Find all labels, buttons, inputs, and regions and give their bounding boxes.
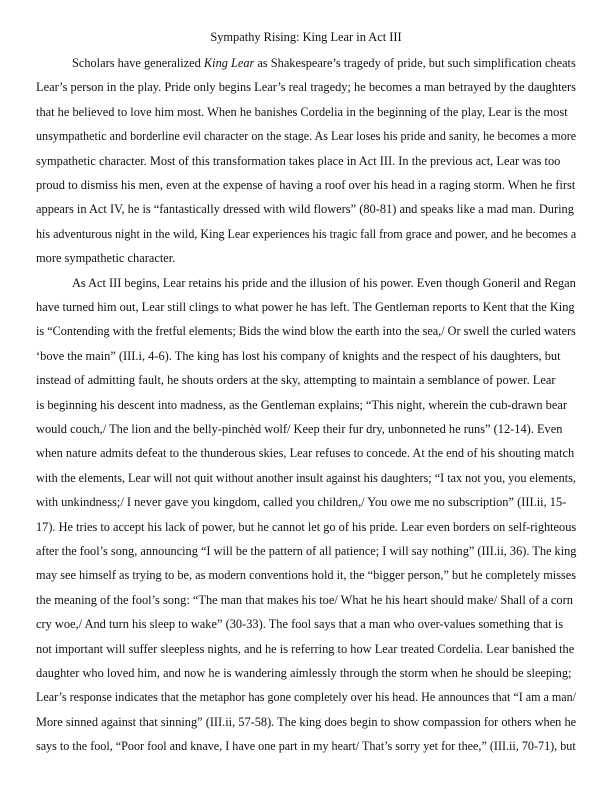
text-line bbox=[36, 348, 561, 364]
text-segment: proud to dismiss his men, even at the expense of having a roof over his head in a raging storm. When he first bbox=[36, 178, 576, 192]
text-segment: 17). He tries to accept his lack of power, but he cannot let go of his pride. Lear even borders on self-righteous bbox=[36, 519, 577, 534]
text-segment: Scholars have generalized bbox=[72, 56, 204, 70]
text-segment: ‘bove the main” (III.i, 4-6). The king has lost his company of knights and the respect of his daughters, but bbox=[36, 348, 561, 363]
text-segment: says to the fool, “Poor fool and knave, I have one part in my heart/ That’s sorry yet for thee,” (III.ii, 70-71), but bbox=[36, 739, 576, 754]
text-line bbox=[36, 177, 575, 193]
text-line bbox=[36, 543, 576, 559]
text-line bbox=[36, 445, 574, 461]
text-segment: with the elements, Lear will not quit without another insult against his daughters; “I tax not you, you elements, bbox=[36, 470, 576, 485]
essay-title: Sympathy Rising: King Lear in Act III bbox=[210, 30, 402, 44]
text-segment: would couch,/ The lion and the belly-pinchèd wolf/ Keep their fur dry, unbonneted he runs” (12-14). Even bbox=[36, 422, 563, 436]
text-line bbox=[36, 714, 576, 730]
text-segment: have turned him out, Lear still clings to what power he has left. The Gentleman reports to Kent that the King bbox=[36, 300, 575, 314]
italic-title: King Lear bbox=[203, 56, 255, 70]
text-line bbox=[36, 153, 560, 169]
text-line bbox=[36, 616, 563, 632]
text-line bbox=[36, 567, 576, 583]
text-line bbox=[36, 397, 567, 413]
text-line bbox=[72, 275, 576, 291]
text-line bbox=[72, 55, 576, 71]
text-segment: more sympathetic character. bbox=[36, 251, 176, 266]
text-segment: sympathetic character. Most of this transformation takes place in Act III. In the previous act, Lear was too bbox=[36, 153, 561, 168]
text-segment: after the fool’s song, announcing “I will be the pattern of all patience; I will say nothing” (III.ii, 36). The king bbox=[36, 544, 577, 558]
text-segment: As Act III begins, Lear retains his pride and the illusion of his power. Even though Goneril and Regan bbox=[72, 275, 576, 290]
text-line bbox=[36, 592, 573, 608]
text-line bbox=[36, 226, 576, 242]
text-line bbox=[36, 372, 555, 388]
text-line bbox=[36, 689, 576, 705]
text-line bbox=[36, 470, 576, 486]
text-segment: appears in Act IV, he is “fantastically dressed with wild flowers” (80-81) and speaks like a mad man. During bbox=[36, 202, 574, 217]
text-line bbox=[36, 201, 574, 217]
text-segment: that he believed to love him most. When he banishes Cordelia in the beginning of the play, Lear is the most bbox=[36, 104, 568, 119]
text-segment: with unkindness;/ I never gave you kingdom, called you children,/ You owe me no subscription” (III.ii, 15- bbox=[36, 495, 567, 510]
text-line bbox=[36, 104, 568, 120]
text-line bbox=[36, 738, 576, 754]
text-line bbox=[36, 323, 576, 339]
text-segment: may see himself as trying to be, as modern conventions hold it, the “bigger person,” but he completely misses bbox=[36, 568, 577, 583]
text-segment: the meaning of the fool’s song: “The man that makes his toe/ What he his heart should make/ Shall of a corn bbox=[36, 592, 573, 607]
text-segment: More sinned against that sinning” (III.ii, 57-58). The king does begin to show compassion for others when he bbox=[36, 714, 577, 729]
text-segment: as Shakespeare’s tragedy of pride, but such simplification cheats bbox=[254, 56, 576, 70]
text-segment: daughter who loved him, and now he is wandering aimlessly through the storm when he should be sleeping; bbox=[36, 666, 572, 680]
text-line bbox=[36, 641, 574, 657]
text-segment: his adventurous night in the wild, King Lear experiences his tragic fall from grace and power, and he becomes a bbox=[36, 226, 577, 241]
text-line bbox=[36, 128, 576, 144]
text-segment: instead of admitting fault, he shouts orders at the sky, attempting to maintain a semblance of power. Lear bbox=[36, 373, 556, 388]
text-segment: is “Contending with the fretful elements; Bids the wind blow the earth into the sea,/ Or swell the curled waters bbox=[36, 324, 576, 339]
text-segment: Lear’s response indicates that the metaphor has gone completely over his head. He announces that “I am a man/ bbox=[36, 690, 577, 705]
text-line bbox=[36, 519, 576, 535]
text-line bbox=[36, 250, 175, 266]
text-segment: is beginning his descent into madness, as the Gentleman explains; “This night, wherein the cub-drawn bear bbox=[36, 397, 567, 412]
text-line bbox=[36, 299, 575, 315]
text-line bbox=[36, 494, 566, 510]
text-segment: not important will suffer sleepless nights, and he is referring to how Lear treated Cordelia. Lear banished the bbox=[36, 641, 575, 656]
text-line bbox=[36, 421, 562, 437]
text-segment: unsympathetic and borderline evil character on the stage. As Lear loses his pride and sanity, he becomes a more bbox=[36, 129, 577, 144]
text-segment: cry woe,/ And turn his sleep to wake” (30-33). The fool says that a man who over-values something that is bbox=[36, 617, 564, 632]
text-line bbox=[36, 79, 576, 95]
text-line bbox=[36, 665, 571, 681]
text-segment: when nature admits defeat to the thunderous skies, Lear refuses to concede. At the end of his shouting match bbox=[36, 446, 575, 461]
text-segment: Lear’s person in the play. Pride only begins Lear’s real tragedy; he becomes a man betrayed by the daughters bbox=[36, 80, 576, 95]
